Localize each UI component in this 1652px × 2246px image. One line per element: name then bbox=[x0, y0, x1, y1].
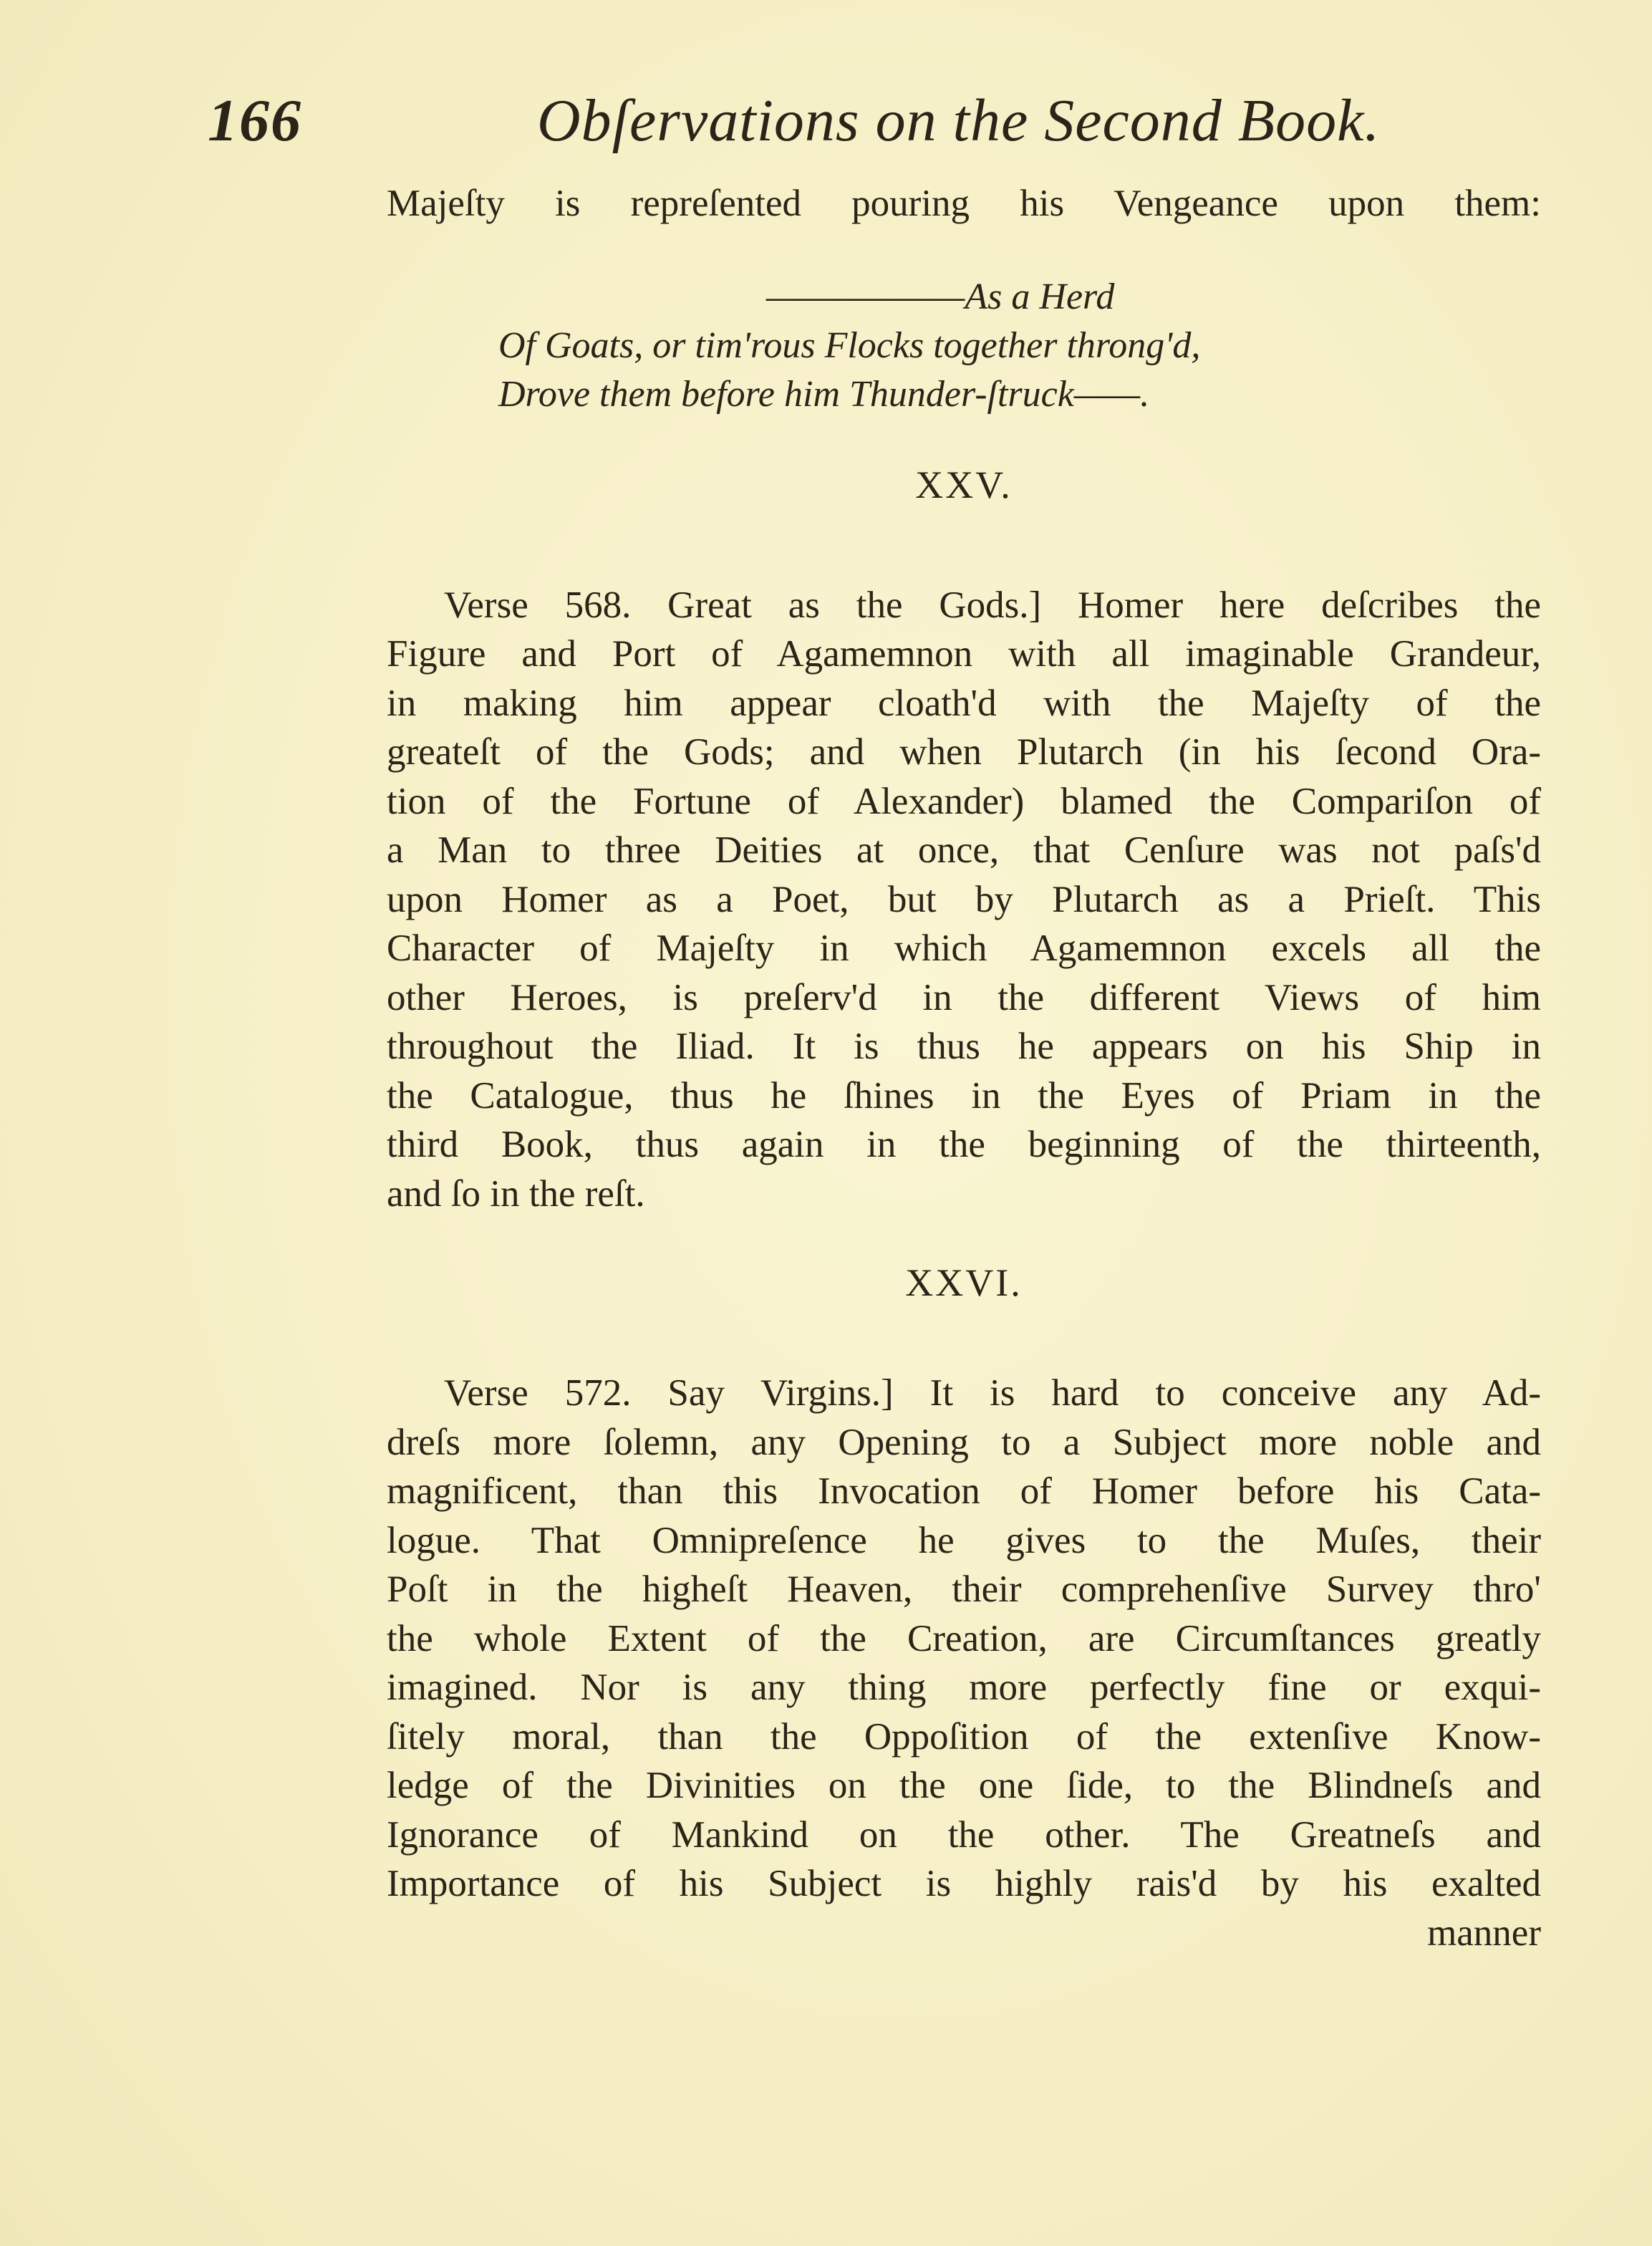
note-xxv bbox=[387, 581, 1541, 1219]
note-line: the Catalogue, thus he ſhines in the Eyes of Priam in the bbox=[387, 1074, 1541, 1117]
page-number: 166 bbox=[208, 87, 302, 154]
note-line: Ignorance of Mankind on the other. The Greatneſs and bbox=[387, 1813, 1541, 1856]
note-line: logue. That Omnipreſence he gives to the Muſes, their bbox=[387, 1519, 1541, 1561]
verse-line: Drove them before him Thunder-ſtruck——. bbox=[498, 373, 1150, 415]
note-line: dreſs more ſolemn, any Opening to a Subject more noble and bbox=[387, 1421, 1541, 1463]
note-line: Importance of his Subject is highly rais'd by his exalted bbox=[387, 1863, 1541, 1904]
note-line: third Book, thus again in the beginning of the thirteenth, bbox=[387, 1124, 1541, 1165]
note-line: other Heroes, is preſerv'd in the different Views of him bbox=[387, 976, 1541, 1018]
note-line: Poſt in the higheſt Heaven, their comprehenſive Survey thro' bbox=[387, 1568, 1541, 1610]
note-line: Verse 572. Say Virgins.] It is hard to conceive any Ad- bbox=[444, 1372, 1541, 1414]
note-line: magnificent, than this Invocation of Homer before his Cata- bbox=[387, 1470, 1541, 1512]
page-body bbox=[387, 179, 1541, 1957]
note-line: and ſo in the reſt. bbox=[387, 1172, 645, 1215]
note-line: in making him appear cloath'd with the Majeſty of the bbox=[387, 682, 1541, 724]
note-line: ledge of the Divinities on the one ſide, to the Blindneſs and bbox=[387, 1765, 1541, 1806]
verse-quotation bbox=[387, 273, 1541, 419]
note-xxvi bbox=[387, 1369, 1541, 1957]
note-line: ſitely moral, than the Oppoſition of the extenſive Know- bbox=[387, 1715, 1541, 1758]
running-title: Obſervations on the Second Book. bbox=[537, 87, 1381, 154]
note-line: upon Homer as a Poet, but by Plutarch as a Prieſt. This bbox=[387, 878, 1541, 920]
note-line: greateſt of the Gods; and when Plutarch (in his ſecond Ora- bbox=[387, 731, 1541, 773]
note-line: tion of the Fortune of Alexander) blamed the Compariſon of bbox=[387, 780, 1541, 822]
verse-line: Of Goats, or tim'rous Flocks together throng'd, bbox=[498, 324, 1201, 366]
page-header bbox=[208, 86, 1411, 165]
note-line: Verse 568. Great as the Gods.] Homer here deſcribes the bbox=[444, 584, 1541, 626]
note-line: Character of Majeſty in which Agamemnon excels all the bbox=[387, 927, 1541, 969]
opening-line: Majeſty is repreſented pouring his Vengeance upon them: bbox=[387, 183, 1541, 224]
verse-line: ——————As a Herd bbox=[766, 276, 1115, 317]
section-heading-xxvi: XXVI. bbox=[905, 1261, 1023, 1304]
section-heading-xxv: XXV. bbox=[915, 463, 1013, 506]
note-line: the whole Extent of the Creation, are Circumſtances greatly bbox=[387, 1617, 1541, 1659]
note-line: Figure and Port of Agamemnon with all imaginable Grandeur, bbox=[387, 633, 1541, 675]
catchword: manner bbox=[1427, 1912, 1541, 1954]
note-line: throughout the Iliad. It is thus he appears on his Ship in bbox=[387, 1026, 1541, 1067]
note-line: a Man to three Deities at once, that Cenſure was not paſs'd bbox=[387, 829, 1541, 871]
note-line: imagined. Nor is any thing more perfectly fine or exqui- bbox=[387, 1667, 1541, 1708]
